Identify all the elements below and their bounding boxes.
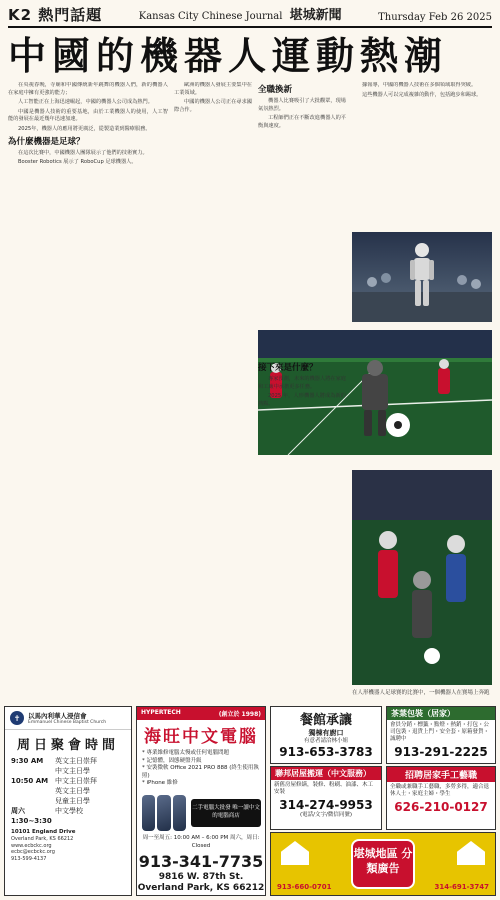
- schedule-desc: 中文主日崇拜: [55, 777, 97, 785]
- article-paragraph: 人工智能正在上海迅速崛起，中國的機器人公司成為熱門。: [18, 99, 153, 106]
- schedule-time: 9:30 AM: [11, 757, 44, 765]
- article-paragraph: 2025 年，人形機器人將成為新的熱點。: [258, 393, 346, 407]
- classified-title: 堪城地區 分類廣告: [351, 839, 415, 889]
- restaurant-contact: 有意者請洽林小姐: [303, 738, 348, 744]
- section-heading: 全職換新: [258, 85, 293, 95]
- renovation-desc: 新舊房屋修繕，裝修、粉刷、油漆、木工安裝: [274, 782, 374, 795]
- article-paragraph: 中國的機器人公司正在尋求國際合作。: [174, 99, 252, 113]
- schedule-row: [5, 776, 131, 786]
- classified-background: [271, 833, 495, 895]
- tea-ad: [386, 706, 496, 764]
- article-paragraph: 工程師們正在不斷改進機器人的平衡與速度。: [258, 115, 346, 129]
- article-paragraph: 據報導，中國的機器人技術在多個領域取得突破。: [362, 82, 477, 88]
- schedule-row: [5, 786, 131, 796]
- schedule-desc: 兒童主日學: [55, 797, 90, 805]
- article-column-1: [8, 82, 168, 707]
- schedule-row: [5, 806, 131, 826]
- article-paragraph: 歐洲的機器人發展主要集中在工業領域。: [174, 82, 252, 96]
- computer-header: [137, 707, 265, 720]
- computer-brand: HYPERTECH: [141, 709, 181, 716]
- church-name-en: Emmanuel Chinese Baptist Church: [28, 719, 107, 725]
- classified-phone-left: 913-660-0701: [277, 883, 332, 891]
- article-paragraph: Booster Robotics 展示了 RoboCup 足球機器人。: [18, 159, 137, 166]
- article-paragraph: 機器人比賽吸引了大批觀眾，現場氣氛熱烈。: [258, 98, 346, 112]
- hiring-ad: [386, 766, 496, 830]
- computer-store-name: 海旺中文電腦: [144, 727, 258, 747]
- article-column-2: [174, 82, 252, 707]
- section-title: K2 熱門話題: [8, 6, 103, 24]
- church-phone: 913-599-4137: [11, 855, 47, 862]
- renovation-title: 聯邦居屋搬運（中文服務）: [271, 767, 381, 780]
- computer-city: Overland Park, KS 66212: [137, 883, 265, 893]
- article-paragraph: 中國是機器人技術的重要基地，由於工業機器人的使用，人工智能的發展在最近幾年迅速加速。: [8, 108, 168, 123]
- classified-phone-right: 314-691-3747: [434, 883, 489, 891]
- church-name: 以馬內利華人浸信會: [28, 711, 87, 720]
- schedule-row: [5, 796, 131, 806]
- article-paragraph: 2025年，機器人的應用將更廣泛，從製造業到醫療服務。: [18, 125, 151, 132]
- house-icon: [457, 841, 485, 865]
- hiring-phone: 626-210-0127: [394, 800, 488, 814]
- house-icon: [281, 841, 309, 865]
- schedule-time: [11, 766, 55, 776]
- computer-promo: 二手電腦大批發 唯一讀中文的電腦商店: [191, 799, 261, 827]
- schedule-time: 周六1:30~3:30: [11, 807, 52, 825]
- church-website[interactable]: www.ecbckc.org: [11, 842, 52, 849]
- photo-caption: 在人形機器人足球賽的比賽中，一個機器人在賽場上奔跑: [352, 690, 490, 696]
- schedule-desc: 英文主日崇拜: [55, 757, 97, 765]
- service-item: * 安裝微軟 Office 2021 PRO 888 (終生使用執照): [142, 765, 259, 779]
- article-paragraph: 在央視春晚，寺廟和中國傳統新年跳舞的機器人們，新的機器人在家庭中擁有更強的能力；: [8, 82, 168, 96]
- church-email[interactable]: ecbc@ecbckc.org: [11, 849, 55, 855]
- hiring-desc: 全職或兼職手工藝職，多勞多得，適合退休人士・家庭主婦・學生: [390, 784, 490, 797]
- phone-icon: [142, 795, 155, 831]
- article-paragraph: 這些機器人可以完成複雜的動作，包括跑步和踢球。: [362, 91, 482, 98]
- service-item: * 記憶體，固態硬盤升級: [142, 757, 202, 764]
- paper-name: [139, 4, 342, 26]
- robot-runner-photo: [352, 232, 492, 322]
- hiring-title: 招聘居家手工藝職: [387, 767, 495, 782]
- schedule-desc: 英文主日學: [55, 787, 90, 795]
- tea-desc: 會員分銷・標籤・點燈・熱銷・打包・公司包裝・退貨上門・安全套・原箱發貨・誠聘中: [390, 722, 490, 742]
- schedule-desc: 中文學校: [55, 807, 83, 815]
- renovation-phone: 314-274-9953: [279, 798, 373, 812]
- iphone-image: [142, 795, 186, 831]
- article-column-3b: [258, 360, 346, 707]
- tea-phone: 913-291-2225: [394, 745, 488, 759]
- robot-team-photo: [352, 470, 492, 685]
- church-header: [5, 707, 131, 730]
- paper-name-en: Kansas City Chinese Journal: [138, 11, 283, 22]
- schedule-row: [5, 756, 131, 766]
- article-paragraph: 在這次比賽中，中國機器人團隊展示了他們的技術實力。: [18, 149, 148, 156]
- service-item: * 專業維修電腦太慢或任何電腦問題: [142, 750, 229, 756]
- schedule-time: [11, 796, 55, 806]
- church-schedule-title: 周日聚會時間: [16, 738, 119, 753]
- restaurant-sub: 獨棟有廚口: [308, 729, 344, 737]
- restaurant-title: 餐館承讓: [299, 713, 352, 728]
- classified-ads-banner: [270, 832, 496, 896]
- computer-street: 9816 W. 87th St.: [158, 872, 244, 882]
- schedule-time: [11, 786, 55, 796]
- issue-date: Thursday Feb 26 2025: [378, 12, 492, 23]
- computer-address: [137, 872, 265, 894]
- computer-hours: 周一至周五: 10:00 AM – 6:00 PM 周六，周日: Closed: [142, 835, 260, 849]
- schedule-time: 10:50 AM: [11, 777, 49, 785]
- article-paragraph: 專家預測，未來的機器人將在家庭和工廠中承擔更多任務。: [258, 376, 346, 390]
- section-heading: 接下來是什麼？: [258, 363, 318, 373]
- phone-icon: [173, 795, 186, 831]
- church-logo-icon: ✝: [10, 711, 24, 725]
- church-city: Overland Park, KS 66212: [11, 836, 74, 842]
- paper-name-cn: 堪城新聞: [289, 8, 342, 23]
- restaurant-phone: 913-653-3783: [279, 745, 373, 759]
- computer-phone: 913-341-7735: [138, 852, 264, 871]
- masthead: [8, 6, 492, 28]
- phone-icon: [157, 795, 170, 831]
- church-address: 10101 England Drive: [11, 829, 76, 835]
- restaurant-ad: [270, 706, 382, 764]
- renovation-note: (電話/文字/微信同號): [300, 812, 352, 818]
- computer-store-ad: [136, 706, 266, 896]
- computer-services: [137, 747, 265, 791]
- church-ad: [4, 706, 132, 896]
- article-column-3: [258, 82, 346, 277]
- service-item: * iPhone 維修: [142, 780, 178, 786]
- renovation-ad: [270, 766, 382, 830]
- tea-title: 茶葉包裝（居家）: [387, 707, 495, 720]
- schedule-desc: 中文主日學: [55, 767, 90, 775]
- section-heading: 為什麼機器是足球？: [8, 136, 85, 147]
- schedule-row: [5, 766, 131, 776]
- computer-est: (創立於 1998): [218, 711, 261, 718]
- headline: 中國的機器人運動熱潮: [8, 34, 449, 78]
